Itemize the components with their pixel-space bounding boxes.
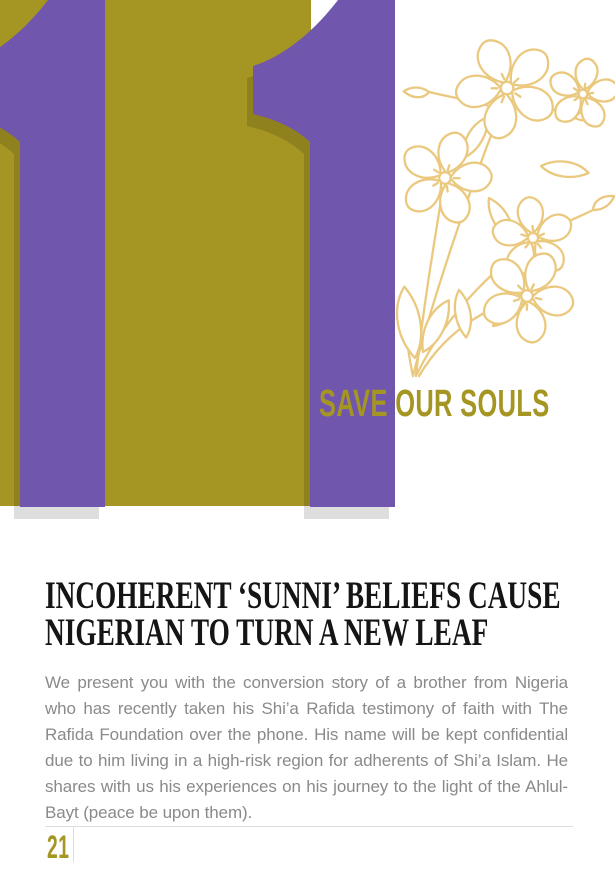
chapter-digit-icon — [0, 0, 105, 507]
page-number: 21 — [47, 829, 70, 865]
article-title-line-1: INCOHERENT ‘SUNNI’ BELIEFS CAUSE — [45, 574, 561, 617]
footer-rule — [45, 826, 573, 827]
footer-vertical-rule — [73, 826, 74, 862]
article-title — [45, 574, 561, 654]
section-title: SAVE OUR SOULS — [319, 383, 550, 425]
floral-bouquet-icon — [393, 8, 615, 380]
article-intro-paragraph: We present you with the conversion story of a brother from Nigeria who has recently taken his Shi’a Rafida testimony of faith with The Rafida Foundation over the phone. His name will be kept confidential due to him living in a high-risk region for adherents of Shi’a Islam. He shares with us his experiences on his journey to the light of the Ahlul-Bayt (peace be upon them). — [45, 673, 568, 822]
chapter-digit-icon — [253, 0, 395, 507]
article-title-line-2: NIGERIAN TO TURN A NEW LEAF — [45, 611, 489, 654]
